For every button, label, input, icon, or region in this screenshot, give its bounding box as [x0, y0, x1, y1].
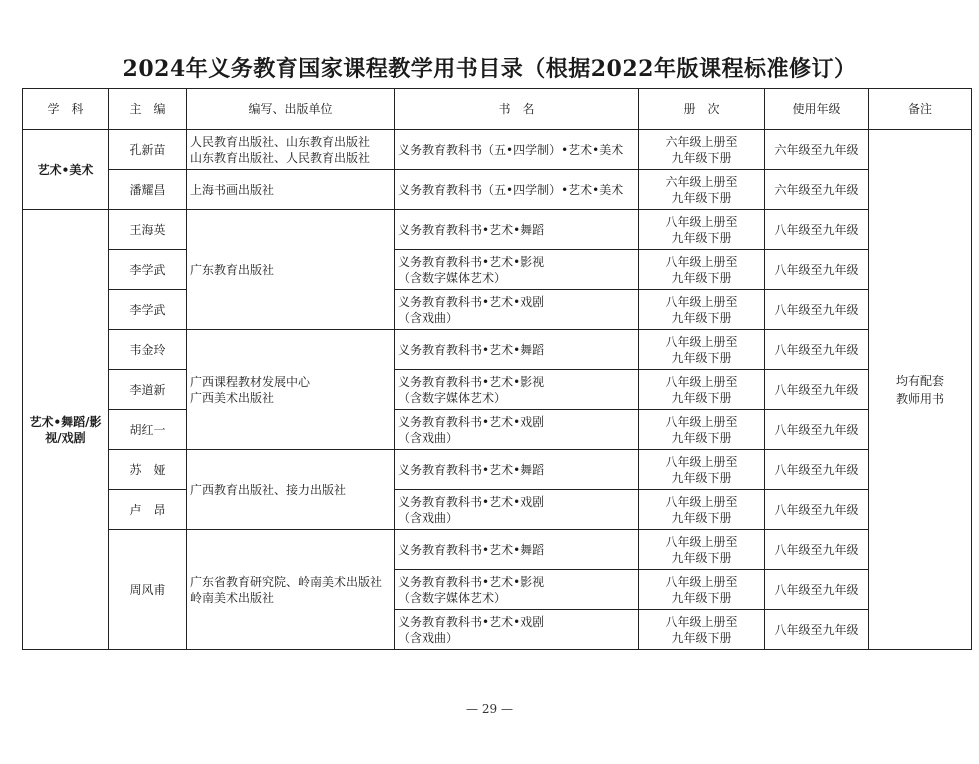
table-row: [23, 130, 972, 170]
volume-cell: 六年级上册至 九年级下册: [639, 170, 765, 210]
table-row: [23, 370, 972, 410]
editor-cell: 李学武: [109, 250, 187, 290]
header-book: 书 名: [395, 89, 639, 130]
table-row: [23, 250, 972, 290]
publisher-cell: 广东教育出版社: [187, 210, 395, 330]
editor-cell: 潘耀昌: [109, 170, 187, 210]
grade-cell: 六年级至九年级: [765, 130, 869, 170]
grade-cell: 八年级至九年级: [765, 530, 869, 570]
volume-cell: 八年级上册至 九年级下册: [639, 610, 765, 650]
book-cell: 义务教育教科书•艺术•影视 （含数字媒体艺术）: [395, 250, 639, 290]
header-editor: 主 编: [109, 89, 187, 130]
table-row: [23, 530, 972, 570]
subject-cell: 艺术•美术: [23, 130, 109, 210]
table-row: [23, 490, 972, 530]
book-cell: 义务教育教科书（五•四学制）•艺术•美术: [395, 170, 639, 210]
volume-cell: 八年级上册至 九年级下册: [639, 490, 765, 530]
volume-cell: 八年级上册至 九年级下册: [639, 530, 765, 570]
volume-cell: 八年级上册至 九年级下册: [639, 210, 765, 250]
book-cell: 义务教育教科书（五•四学制）•艺术•美术: [395, 130, 639, 170]
editor-cell: 苏 娅: [109, 450, 187, 490]
book-cell: 义务教育教科书•艺术•戏剧 （含戏曲）: [395, 290, 639, 330]
book-cell: 义务教育教科书•艺术•舞蹈: [395, 210, 639, 250]
grade-cell: 八年级至九年级: [765, 490, 869, 530]
note-cell: 均有配套教师用书: [869, 130, 972, 650]
publisher-cell: 广东省教育研究院、岭南美术出版社 岭南美术出版社: [187, 530, 395, 650]
publisher-cell: 上海书画出版社: [187, 170, 395, 210]
publisher-cell: 广西课程教材发展中心 广西美术出版社: [187, 330, 395, 450]
table-row: [23, 210, 972, 250]
table-header-row: [23, 89, 972, 130]
editor-cell: 孔新苗: [109, 130, 187, 170]
editor-cell: 卢 昂: [109, 490, 187, 530]
book-cell: 义务教育教科书•艺术•影视 （含数字媒体艺术）: [395, 570, 639, 610]
book-cell: 义务教育教科书•艺术•戏剧 （含戏曲）: [395, 490, 639, 530]
table-row: [23, 450, 972, 490]
subject-cell: 艺术•舞蹈/影视/戏剧: [23, 210, 109, 650]
editor-cell: 韦金玲: [109, 330, 187, 370]
volume-cell: 八年级上册至 九年级下册: [639, 370, 765, 410]
editor-cell: 周风甫: [109, 530, 187, 650]
grade-cell: 八年级至九年级: [765, 330, 869, 370]
grade-cell: 六年级至九年级: [765, 170, 869, 210]
publisher-cell: 广西教育出版社、接力出版社: [187, 450, 395, 530]
table-row: [23, 330, 972, 370]
grade-cell: 八年级至九年级: [765, 570, 869, 610]
table-row: [23, 170, 972, 210]
grade-cell: 八年级至九年级: [765, 610, 869, 650]
book-cell: 义务教育教科书•艺术•影视 （含数字媒体艺术）: [395, 370, 639, 410]
book-cell: 义务教育教科书•艺术•舞蹈: [395, 530, 639, 570]
publisher-cell: 人民教育出版社、山东教育出版社 山东教育出版社、人民教育出版社: [187, 130, 395, 170]
editor-cell: 王海英: [109, 210, 187, 250]
volume-cell: 八年级上册至 九年级下册: [639, 330, 765, 370]
page-number: — 29 —: [466, 702, 513, 716]
grade-cell: 八年级至九年级: [765, 410, 869, 450]
volume-cell: 八年级上册至 九年级下册: [639, 570, 765, 610]
table-row: [23, 290, 972, 330]
volume-cell: 八年级上册至 九年级下册: [639, 450, 765, 490]
book-cell: 义务教育教科书•艺术•戏剧 （含戏曲）: [395, 610, 639, 650]
editor-cell: 李学武: [109, 290, 187, 330]
volume-cell: 八年级上册至 九年级下册: [639, 250, 765, 290]
page-title: 2024年义务教育国家课程教学用书目录（根据2022年版课程标准修订）: [122, 56, 857, 82]
table-row: [23, 410, 972, 450]
book-cell: 义务教育教科书•艺术•舞蹈: [395, 330, 639, 370]
grade-cell: 八年级至九年级: [765, 370, 869, 410]
catalog-table: [22, 88, 972, 650]
volume-cell: 六年级上册至 九年级下册: [639, 130, 765, 170]
header-subject: 学 科: [23, 89, 109, 130]
volume-cell: 八年级上册至 九年级下册: [639, 290, 765, 330]
grade-cell: 八年级至九年级: [765, 290, 869, 330]
grade-cell: 八年级至九年级: [765, 450, 869, 490]
header-note: 备注: [869, 89, 972, 130]
header-grade: 使用年级: [765, 89, 869, 130]
grade-cell: 八年级至九年级: [765, 250, 869, 290]
header-volume: 册 次: [639, 89, 765, 130]
volume-cell: 八年级上册至 九年级下册: [639, 410, 765, 450]
editor-cell: 胡红一: [109, 410, 187, 450]
header-publisher: 编写、出版单位: [187, 89, 395, 130]
grade-cell: 八年级至九年级: [765, 210, 869, 250]
editor-cell: 李道新: [109, 370, 187, 410]
book-cell: 义务教育教科书•艺术•舞蹈: [395, 450, 639, 490]
book-cell: 义务教育教科书•艺术•戏剧 （含戏曲）: [395, 410, 639, 450]
